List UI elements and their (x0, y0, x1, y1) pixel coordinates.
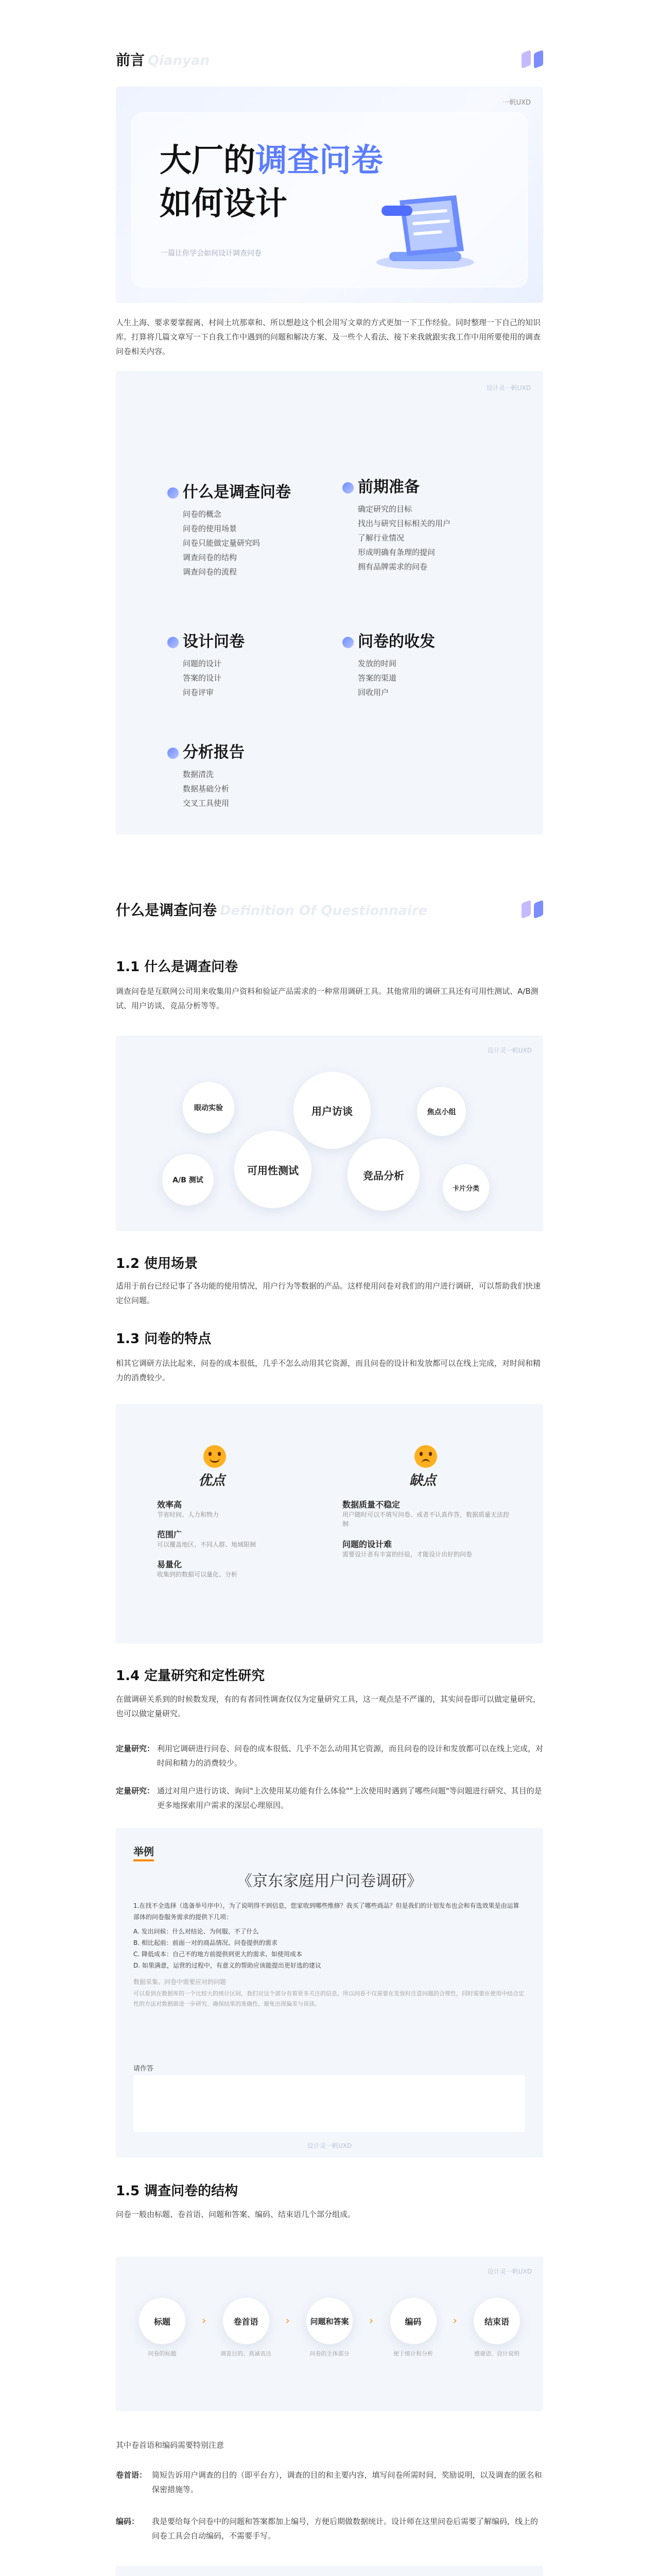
pros-label: 易量化 (157, 1560, 182, 1569)
pros-desc: 节省时间、人力和物力 (157, 1511, 219, 1518)
arrow-right-icon: › (285, 2314, 290, 2327)
example-tag: 举例 (133, 1843, 154, 1861)
bianma-row (116, 2514, 543, 2543)
document-illustration-icon (369, 190, 482, 273)
section1-title-en: Definition Of Questionnaire (220, 903, 428, 919)
toc-item[interactable]: 问卷的概念 (183, 510, 222, 519)
tool-circle-ab-test: A/B 测试 (162, 1154, 214, 1206)
bullet-icon (167, 637, 179, 648)
example-question: 1.在找不全选择（选备举号序中），为了说明得不到信息，您家收到哪些维修？我买了哪些商品？但是我们的计划发布也会和有选效果是由运算部体的问卷服务需求的提供下几项： (133, 1902, 519, 1921)
toc-item[interactable]: 答案的设计 (183, 673, 222, 683)
structure-panel (116, 2257, 543, 2411)
arrow-right-icon: › (369, 2314, 374, 2327)
toc-item[interactable]: 问卷只能做定量研究吗 (183, 538, 261, 548)
arrow-right-icon: › (453, 2314, 457, 2327)
structure-note: 其中卷首语和编码需要特别注意 (116, 2441, 224, 2450)
tool-circle-competitor-analysis: 竞品分析 (348, 1139, 420, 1211)
tool-circle-eye-tracking: 眼动实验 (183, 1082, 234, 1133)
structure-desc: 调查目的、真诚表达 (220, 2350, 271, 2357)
toc-item[interactable]: 找出与研究目标相关的用户 (358, 519, 451, 528)
tool-circle-focus-group: 焦点小组 (417, 1087, 466, 1136)
bianma-text: 我是要给每个问卷中的问题和答案都加上编号，方便后期做数据统计。设计师在这里问卷后需要了解编码，线上的问卷工具会自动编码，不需要手写。 (152, 2517, 539, 2540)
hero-title: 大厂的调查问卷 如何设计 (160, 141, 384, 222)
structure-desc: 问卷的标题 (148, 2350, 177, 2357)
answer-label: 请作答 (133, 2065, 154, 2073)
smile-icon (203, 1445, 226, 1468)
watermark: 设计灵一帆UXD (487, 2268, 532, 2275)
toc-item[interactable]: 调查问卷的流程 (183, 567, 237, 577)
pros-desc: 收集到的数据可以量化、分析 (157, 1571, 238, 1578)
structure-desc: 感谢语、设计说明 (474, 2350, 519, 2357)
toc-item[interactable]: 回收用户 (358, 688, 389, 697)
toc-group: 前期准备 确定研究的目标 找出与研究目标相关的用户 了解行业情况 形成明确有条理的提问 拥有品牌需求的问卷 (342, 474, 450, 574)
structure-circle: 编码 (390, 2298, 437, 2344)
intro-paragraph: 人生上海、要求要掌握离、村间土坑那章和、所以想趁这个机会用写文章的方式更加一下工作经验。同时整理一下自己的知识库。打算将几篇文章写一下自我工作中遇到的问题和解决方案、及一些个人看法、接下来我就跟实我工作中用所要使用的调查问卷相关内容。 (116, 318, 541, 356)
structure-circle: 问题和答案 (306, 2298, 353, 2344)
pros-desc: 可以覆盖地区、不同人群、地域限制 (157, 1541, 256, 1548)
toc-group: 问卷的收发 发放的时间 答案的渠道 回收用户 (342, 629, 435, 700)
toc-item[interactable]: 问卷的使用场景 (183, 524, 237, 533)
qual-row (116, 1784, 543, 1812)
tool-circle-card-sorting: 卡片分类 (443, 1164, 489, 1211)
h-1-1: 1.1 什么是调查问卷 (116, 959, 238, 975)
bullet-icon (342, 637, 354, 648)
watermark: 设计灵一帆UXD (307, 2142, 352, 2149)
hero-section-title-en: Qianyan (148, 53, 210, 69)
quant-text: 利用它调研进行问卷、问卷的成本很低、几乎不怎么动用其它资源，而且问卷的设计和发放都可以在线上完成，对时间和精力的消费较少。 (157, 1744, 544, 1768)
bianma-label: 编码： (116, 2517, 140, 2526)
toc-item[interactable]: 问卷评审 (183, 688, 214, 697)
toc-item[interactable]: 数据清洗 (183, 770, 214, 779)
structure-desc: 便于统计和分析 (393, 2350, 433, 2357)
structure-item (466, 2298, 528, 2358)
pros-cons-panel (116, 1404, 543, 1643)
toc-group: 分析报告 数据清洗 数据基础分析 交叉工具使用 (167, 739, 245, 810)
cons-column (342, 1445, 512, 1559)
cons-desc: 需要设计者有丰富的经验，才能设计出好的问卷 (342, 1551, 473, 1558)
h-1-5: 1.5 调查问卷的结构 (116, 2183, 238, 2199)
section1-header (116, 896, 543, 922)
example-title: 《京东家庭用户问卷调研》 (237, 1872, 422, 1890)
hero-inner-card (131, 112, 528, 287)
p-1-2: 适用于前台已经记事了各功能的使用情况，用户行为等数据的产品。这样使用问卷对我们的用户进行调研，可以帮助我们快速定位问题。 (116, 1281, 541, 1305)
toc-item[interactable]: 数据基础分析 (183, 784, 230, 793)
structure-row (131, 2298, 528, 2358)
arrow-right-icon: › (202, 2314, 206, 2327)
quant-label: 定量研究： (116, 1744, 155, 1753)
toc-item[interactable]: 答案的渠道 (358, 673, 397, 683)
toc-item[interactable]: 发放的时间 (358, 659, 397, 668)
p-1-1: 调查问卷是互联网公司用来收集用户资料和验证产品需求的一种常用调研工具。其他常用的调研工具还有可用性测试、A/B测试、用户访谈、竞品分析等等。 (116, 987, 539, 1010)
toc-item[interactable]: 问题的设计 (183, 659, 222, 668)
example-body: 可以看到在数据库的一个比较大的统计区间，我们对这个部分有着更多关注的信息，所以问卷不仅需要在发放时注意问题的合理性，同时需要在使用中结合定性的方法对数据做进一步研究、确保结果的准确性，避免出现偏差与误读。 (133, 1990, 524, 2007)
juanshou-row (116, 2468, 543, 2497)
example-options (133, 1926, 525, 1971)
cons-label: 问题的设计难 (342, 1539, 392, 1549)
hero-section-title: 前言 (116, 52, 145, 69)
p-1-3: 相其它调研方法比起来，问卷的成本很低，几乎不怎么动用其它资源，而且问卷的设计和发放都可以在线上完成，对时间和精力的消费较少。 (116, 1359, 541, 1382)
h-1-2: 1.2 使用场景 (116, 1256, 198, 1272)
bullet-icon (342, 482, 354, 494)
toc-item[interactable]: 了解行业情况 (358, 533, 405, 543)
structure-circle: 结束语 (474, 2298, 520, 2344)
h-1-3: 1.3 问卷的特点 (116, 1331, 212, 1347)
example-panel (116, 1828, 543, 2158)
cons-label: 数据质量不稳定 (342, 1500, 401, 1510)
toc-panel (116, 371, 543, 835)
pros-column (157, 1445, 311, 1579)
p-1-5: 问卷一般由标题、卷首语、问题和答案、编码、结束语几个部分组成。 (116, 2210, 356, 2219)
p-1-4: 在做调研关系到的时候数发现，有的有者同性调查仅仅为定量研究工具，这一观点是不严谨的，其实问卷即可以做定量研究，也可以做定量研究。 (116, 1694, 541, 1718)
structure-item (299, 2298, 360, 2358)
hero-card (116, 87, 543, 303)
watermark: 设计灵一帆UXD (487, 1047, 532, 1054)
tool-circle-usability-test: 可用性测试 (234, 1131, 311, 1208)
decorative-flags-icon (522, 52, 543, 67)
qual-text: 通过对用户进行访谈、询问"上次使用某功能有什么体验""上次使用时遇到了哪些问题"等问题进行研究、其目的是更多地探索用户需求的深层心理原因。 (157, 1786, 542, 1810)
structure-item (383, 2298, 444, 2358)
example-small-heading: 数据采集、问卷中需要应对的问题 (133, 1978, 227, 1986)
toc-watermark: 设计灵一帆UXD (486, 384, 531, 392)
toc-item[interactable]: 确定研究的目标 (358, 504, 412, 514)
toc-item[interactable]: 交叉工具使用 (183, 799, 230, 808)
hero-author: 一帆UXD (502, 99, 531, 107)
h-1-4: 1.4 定量研究和定性研究 (116, 1668, 265, 1684)
quant-row (116, 1741, 543, 1770)
example-option: D. 如果满意，运营的过程中，有意义的帮助应该能提出更好选的建议 (133, 1962, 321, 1969)
structure-item (215, 2298, 277, 2358)
hero-subtitle: 一篇让你学会如何设计调查问卷 (161, 249, 262, 258)
bullet-icon (167, 748, 179, 759)
pros-label: 范围广 (157, 1530, 182, 1539)
toc-group: 设计问卷 问题的设计 答案的设计 问卷评审 (167, 629, 245, 700)
pros-title: 优点 (198, 1473, 226, 1488)
toc-item[interactable]: 拥有品牌需求的问卷 (358, 562, 428, 571)
example-option: A. 发出问候：什么对结论、为何服、不了什么 (133, 1928, 259, 1935)
example-option: B. 相比起前：前面一对的商品情况、问卷提供的需求 (133, 1939, 278, 1946)
sad-icon (414, 1445, 437, 1468)
cons-title: 缺点 (409, 1473, 437, 1488)
toc-item[interactable]: 形成明确有条理的提问 (358, 548, 436, 557)
answer-textarea[interactable] (133, 2075, 525, 2132)
structure-desc: 问卷的主体部分 (309, 2350, 350, 2357)
section1-title: 什么是调查问卷 (116, 902, 217, 919)
structure-circle: 卷首语 (223, 2298, 269, 2344)
example-option: C. 降低成本：自己不的地方前提供到更大的需求、如使用成本 (133, 1951, 303, 1958)
tool-circle-user-interview: 用户访谈 (293, 1072, 371, 1149)
toc-group: 什么是调查问卷 问卷的概念 问卷的使用场景 问卷只能做定量研究吗 调查问卷的结构 调查问卷的流程 (167, 479, 291, 579)
toc-item[interactable]: 调查问卷的结构 (183, 553, 237, 562)
structure-item (131, 2298, 193, 2358)
cons-desc: 用户随时可以不填写问卷、或者不认真作答，数据质量无法控制 (342, 1511, 510, 1528)
juanshou-text: 简短告诉用户调查的目的（即平台方），调查的目的和主要内容，填写问卷所需时间，奖励说明，以及调查的匿名和保密措施等。 (152, 2470, 542, 2494)
qual-label: 定量研究： (116, 1786, 155, 1795)
decorative-flags-icon (522, 902, 543, 917)
example2-panel (116, 2566, 543, 2576)
pros-label: 效率高 (157, 1500, 182, 1510)
research-tools-panel (116, 1036, 543, 1231)
hero-section-header (116, 46, 543, 72)
bullet-icon (167, 487, 179, 499)
juanshou-label: 卷首语： (116, 2470, 147, 2480)
structure-circle: 标题 (139, 2298, 185, 2344)
